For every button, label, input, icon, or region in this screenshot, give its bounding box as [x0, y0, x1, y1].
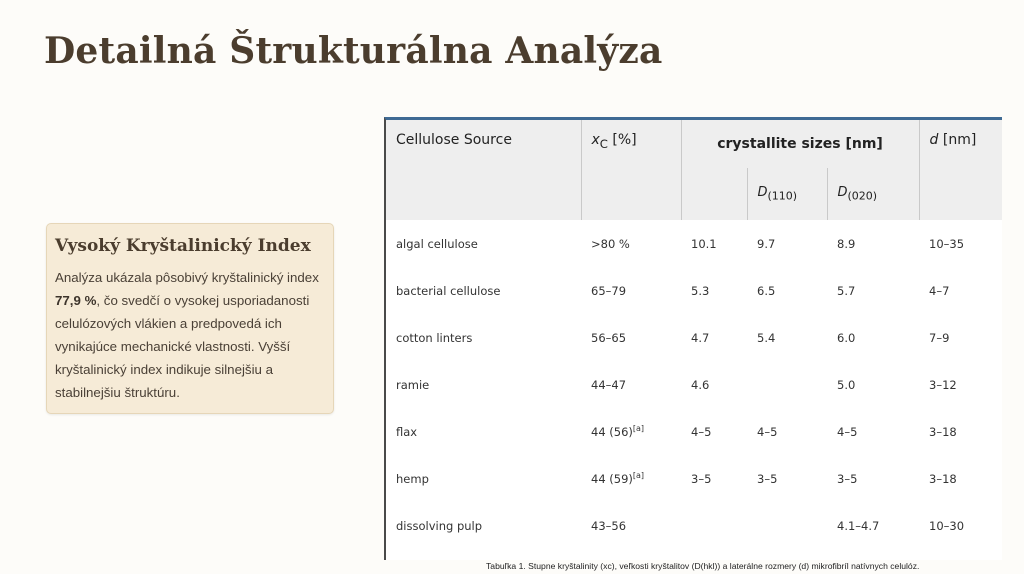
cell-source-value: bacterial cellulose [396, 283, 501, 298]
cell-xc-value: 65–79 [591, 283, 627, 298]
cell-col3-value: 5.3 [691, 283, 710, 298]
cell-d020 [827, 455, 919, 502]
cell-col3 [681, 502, 747, 549]
cell-d020 [827, 314, 919, 361]
cell-d110 [747, 220, 827, 267]
cell-d [919, 502, 1002, 549]
cell-col3 [681, 220, 747, 267]
header-xc [581, 120, 681, 220]
header-d020-symbol: D [837, 185, 848, 201]
cell-d-value: 3–12 [929, 377, 957, 392]
header-xc-sub: C [599, 136, 608, 151]
card-highlight-value: 77,9 % [55, 293, 97, 308]
cell-source [386, 314, 581, 361]
table-row [386, 314, 1002, 361]
card-text-before: Analýza ukázala pôsobivý kryštalinický index [55, 270, 319, 285]
cell-d020 [827, 408, 919, 455]
cell-d110 [747, 314, 827, 361]
cell-col3 [681, 267, 747, 314]
table-row [386, 267, 1002, 314]
header-blank [681, 168, 747, 220]
table-header-row [386, 120, 1002, 168]
header-d020 [827, 168, 919, 220]
cell-xc [581, 455, 681, 502]
table-row [386, 408, 1002, 455]
cell-xc-value: 44 (59) [591, 471, 633, 486]
header-d [919, 120, 1002, 220]
cell-col3-value: 3–5 [691, 471, 712, 486]
cell-d-value: 3–18 [929, 424, 957, 439]
cell-col3-value: 4.7 [691, 330, 710, 345]
cell-d020-value: 4.1–4.7 [837, 518, 880, 533]
cell-d110 [747, 408, 827, 455]
cell-d [919, 408, 1002, 455]
cell-source-value: flax [396, 424, 418, 439]
cell-d020-value: 8.9 [837, 236, 856, 251]
table-row [386, 361, 1002, 408]
header-xc-unit: [%] [607, 132, 637, 148]
cell-d-value: 7–9 [929, 330, 950, 345]
cell-d020 [827, 267, 919, 314]
cell-d-value: 3–18 [929, 471, 957, 486]
cell-d [919, 455, 1002, 502]
cell-d [919, 220, 1002, 267]
cell-d-value: 4–7 [929, 283, 950, 298]
cell-source-value: algal cellulose [396, 236, 478, 251]
table-row [386, 502, 1002, 549]
cell-source-value: ramie [396, 377, 430, 392]
cell-col3-value: 4–5 [691, 424, 712, 439]
cell-d020 [827, 361, 919, 408]
cell-col3 [681, 455, 747, 502]
cell-col3 [681, 408, 747, 455]
cell-d020-value: 3–5 [837, 471, 858, 486]
table-row [386, 220, 1002, 267]
cell-xc-footnote: [a] [632, 471, 645, 481]
header-crystallite: crystallite sizes [nm] [681, 120, 919, 168]
header-d020-sub: (020) [847, 189, 878, 203]
cell-xc [581, 267, 681, 314]
cell-d110-value: 5.4 [757, 330, 776, 345]
cell-d110 [747, 267, 827, 314]
page-title: Detailná Štrukturálna Analýza [44, 30, 663, 72]
cell-d-value: 10–35 [929, 236, 965, 251]
cell-xc [581, 361, 681, 408]
cell-source [386, 408, 581, 455]
table-caption: Tabuľka 1. Stupne kryštalinity (xc), veľkosti kryštalitov (D(hkl)) a laterálne rozmery (d) mikrofibríl natívnych celulóz. [486, 561, 920, 571]
cell-d-value: 10–30 [929, 518, 965, 533]
table-body [386, 220, 1002, 549]
card-text-after: , čo svedčí o vysokej usporiadanosti celulózových vlákien a predpovedá ich vynikajúce mechanické vlastnosti. Vyšší kryštalinický index indikuje silnejšiu a stabilnejšiu štruktúru. [55, 293, 310, 400]
header-xc-symbol: x [591, 132, 600, 148]
cell-xc-footnote: [a] [632, 424, 645, 434]
cell-source-value: dissolving pulp [396, 518, 483, 533]
cell-source-value: hemp [396, 471, 429, 486]
cell-source [386, 220, 581, 267]
cell-d [919, 361, 1002, 408]
cell-d110-value: 4–5 [757, 424, 778, 439]
cell-col3 [681, 314, 747, 361]
header-d110 [747, 168, 827, 220]
cell-xc [581, 502, 681, 549]
cell-col3-value: 4.6 [691, 377, 710, 392]
cell-xc [581, 408, 681, 455]
cell-d110-value: 3–5 [757, 471, 778, 486]
cell-col3-value: 10.1 [691, 236, 717, 251]
cell-xc-value: 43–56 [591, 518, 627, 533]
header-d110-symbol: D [757, 185, 768, 201]
cell-d110 [747, 361, 827, 408]
crystallinity-table [386, 120, 1002, 549]
header-d-symbol: d [929, 132, 939, 148]
cell-source [386, 455, 581, 502]
cell-d110 [747, 455, 827, 502]
cell-d020-value: 5.0 [837, 377, 856, 392]
cell-d020 [827, 502, 919, 549]
cell-xc-value: >80 % [591, 236, 630, 251]
header-source: Cellulose Source [386, 120, 581, 220]
table-row [386, 455, 1002, 502]
cell-xc [581, 220, 681, 267]
cell-xc [581, 314, 681, 361]
cell-d110-value: 6.5 [757, 283, 776, 298]
cell-d020 [827, 220, 919, 267]
cell-source [386, 361, 581, 408]
cell-d020-value: 5.7 [837, 283, 856, 298]
table-image [384, 117, 1002, 560]
header-d110-sub: (110) [767, 189, 798, 203]
cell-xc-value: 44 (56) [591, 424, 633, 439]
card-text [55, 266, 323, 404]
cell-d020-value: 6.0 [837, 330, 856, 345]
cell-d020-value: 4–5 [837, 424, 858, 439]
card-title: Vysoký Kryštalinický Index [55, 236, 311, 256]
cell-col3 [681, 361, 747, 408]
cell-d [919, 314, 1002, 361]
cell-source [386, 267, 581, 314]
cell-d110-value: 9.7 [757, 236, 776, 251]
cell-d110 [747, 502, 827, 549]
cell-source [386, 502, 581, 549]
info-card [46, 223, 334, 414]
header-d-unit: [nm] [938, 132, 977, 148]
cell-xc-value: 56–65 [591, 330, 627, 345]
cell-source-value: cotton linters [396, 330, 473, 345]
cell-xc-value: 44–47 [591, 377, 627, 392]
cell-d [919, 267, 1002, 314]
